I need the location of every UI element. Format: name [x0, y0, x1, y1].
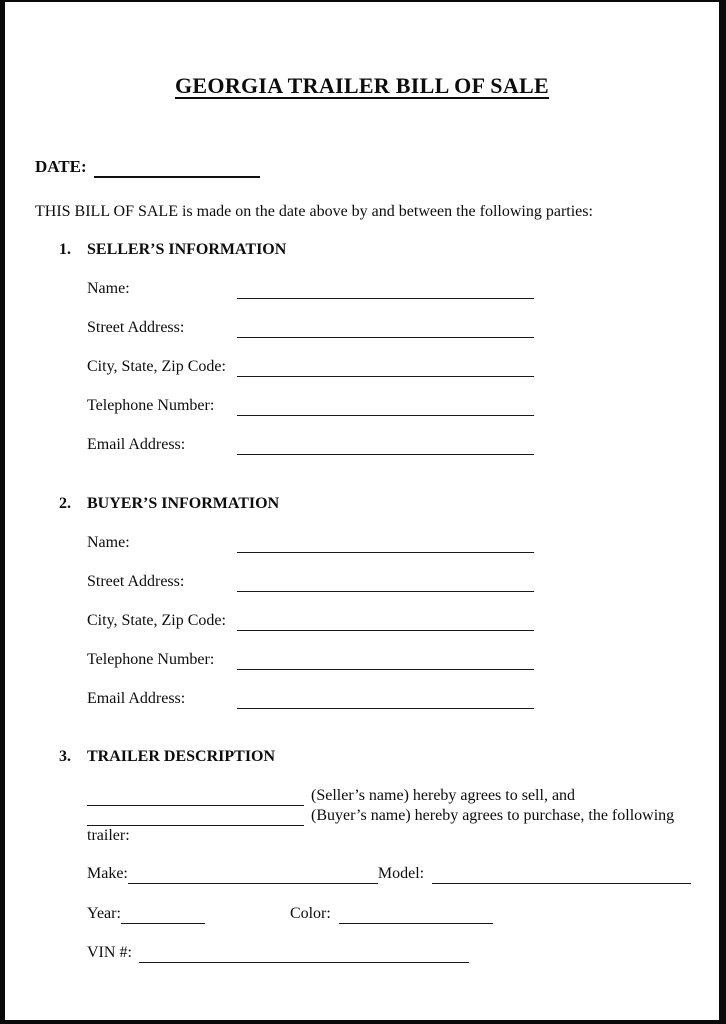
- seller-name-blank-line[interactable]: [87, 786, 304, 806]
- seller-telephone-row: [87, 396, 534, 416]
- seller-agreement-text: (Seller’s name) hereby agrees to sell, and: [311, 787, 576, 804]
- seller-name-label: Name:: [87, 280, 130, 297]
- trailer-section-heading-label: TRAILER DESCRIPTION: [87, 748, 276, 765]
- color-input-line[interactable]: [339, 904, 493, 924]
- buyer-agreement-text: (Buyer’s name) hereby agrees to purchase, the following: [311, 807, 675, 824]
- seller-street-row: [87, 318, 534, 338]
- agreement-tail-text: trailer:: [87, 827, 130, 844]
- seller-name-row: [87, 279, 534, 299]
- seller-name-input-line[interactable]: [237, 279, 534, 299]
- year-color-row: [87, 904, 491, 924]
- buyer-email-label: Email Address:: [87, 690, 186, 707]
- seller-city-state-zip-input-line[interactable]: [237, 357, 534, 377]
- buyer-name-blank-line[interactable]: [87, 806, 304, 826]
- buyer-telephone-row: [87, 650, 534, 670]
- buyer-agreement-line: [87, 806, 689, 826]
- make-input-line[interactable]: [128, 864, 378, 884]
- trailer-section-number: 3.: [59, 748, 71, 765]
- buyer-section-heading: [59, 494, 689, 514]
- seller-street-input-line[interactable]: [237, 318, 534, 338]
- vin-input-line[interactable]: [139, 943, 469, 963]
- trailer-section-heading: [59, 747, 689, 767]
- seller-section-number: 1.: [59, 241, 71, 258]
- color-label: Color:: [289, 905, 331, 922]
- buyer-city-state-zip-input-line[interactable]: [237, 611, 534, 631]
- trailer-agreement-paragraph: [87, 786, 689, 846]
- buyer-telephone-input-line[interactable]: [237, 650, 534, 670]
- make-label: Make:: [87, 865, 128, 882]
- buyer-telephone-label: Telephone Number:: [87, 651, 215, 668]
- buyer-name-label: Name:: [87, 534, 130, 551]
- seller-street-label: Street Address:: [87, 319, 185, 336]
- seller-email-label: Email Address:: [87, 436, 186, 453]
- seller-email-input-line[interactable]: [237, 435, 534, 455]
- year-label: Year:: [87, 905, 121, 922]
- buyer-city-state-zip-label: City, State, Zip Code:: [87, 612, 226, 629]
- seller-section-heading: [59, 240, 689, 260]
- vin-row: [87, 943, 469, 963]
- date-row: [35, 156, 689, 178]
- buyer-fields: [87, 533, 534, 709]
- year-input-line[interactable]: [121, 904, 205, 924]
- date-label: DATE:: [35, 157, 87, 176]
- make-model-row: [87, 864, 691, 884]
- date-fill-line[interactable]: [94, 156, 260, 178]
- buyer-city-state-zip-row: [87, 611, 534, 631]
- seller-city-state-zip-row: [87, 357, 534, 377]
- seller-city-state-zip-label: City, State, Zip Code:: [87, 358, 226, 375]
- buyer-street-row: [87, 572, 534, 592]
- buyer-section-number: 2.: [59, 495, 71, 512]
- buyer-email-row: [87, 689, 534, 709]
- page-title-text: GEORGIA TRAILER BILL OF SALE: [175, 73, 549, 98]
- vin-label: VIN #:: [87, 944, 132, 961]
- buyer-street-input-line[interactable]: [237, 572, 534, 592]
- buyer-section-heading-label: BUYER’S INFORMATION: [87, 495, 280, 512]
- page-title: [35, 72, 689, 100]
- buyer-email-input-line[interactable]: [237, 689, 534, 709]
- seller-agreement-line: [87, 786, 689, 806]
- buyer-name-row: [87, 533, 534, 553]
- seller-telephone-input-line[interactable]: [237, 396, 534, 416]
- seller-telephone-label: Telephone Number:: [87, 397, 215, 414]
- buyer-name-input-line[interactable]: [237, 533, 534, 553]
- intro-text: THIS BILL OF SALE is made on the date above by and between the following parties:: [35, 203, 593, 220]
- seller-section-heading-label: SELLER’S INFORMATION: [87, 241, 287, 258]
- buyer-street-label: Street Address:: [87, 573, 185, 590]
- document-page: [5, 2, 719, 1020]
- model-label: Model:: [377, 865, 425, 882]
- seller-fields: [87, 279, 534, 455]
- seller-email-row: [87, 435, 534, 455]
- model-input-line[interactable]: [432, 864, 691, 884]
